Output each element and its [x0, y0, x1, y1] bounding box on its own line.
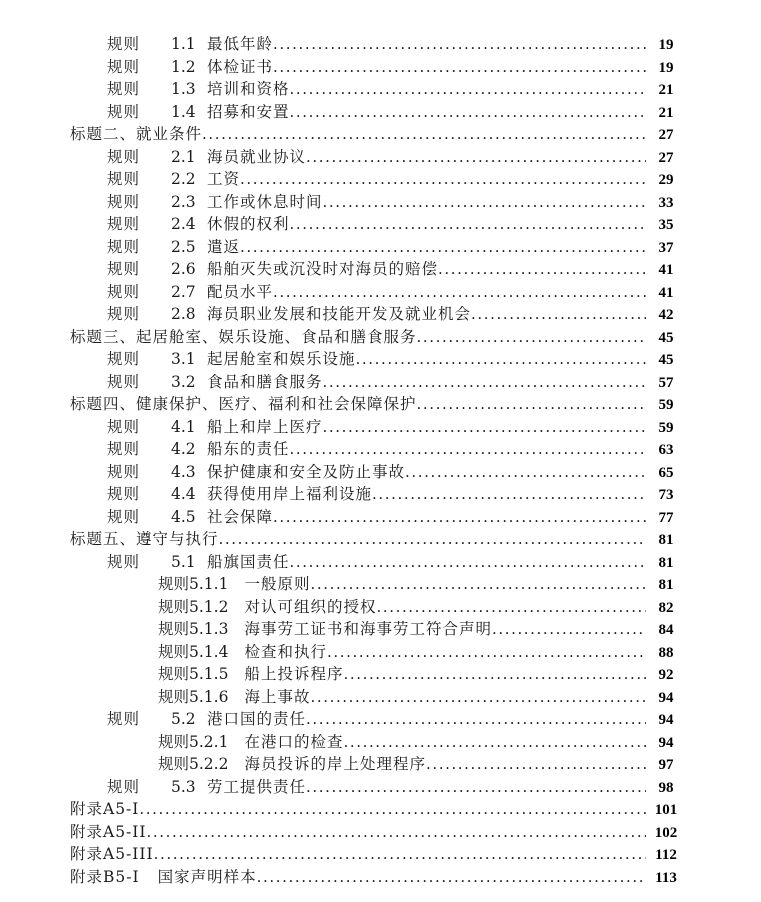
entry-page-number: 92: [658, 667, 674, 683]
toc-row: [70, 663, 686, 686]
toc-row: [70, 123, 686, 146]
entry-number: 5.2: [171, 710, 196, 728]
entry-title: 培训和资格: [207, 80, 290, 98]
toc-row: [70, 146, 686, 169]
entry-title: 海员投诉的岸上处理程序: [244, 755, 426, 773]
entry-page-number: 84: [658, 622, 674, 638]
dot-leader: [376, 596, 646, 619]
entry-page-number: 101: [654, 802, 678, 818]
toc-row: [70, 798, 686, 821]
entry-number: 1.1: [171, 35, 196, 53]
entry-page-number: 41: [658, 284, 674, 301]
toc-row: [70, 731, 686, 754]
dot-leader: [154, 843, 646, 866]
entry-label: 规则5.1.2: [158, 597, 229, 616]
dot-leader: [240, 168, 646, 191]
toc-row: [70, 78, 686, 101]
entry-page-number: 35: [658, 217, 674, 233]
entry-number: 1.2: [171, 57, 196, 76]
dot-leader: [290, 213, 646, 236]
dot-leader: [290, 78, 646, 101]
entry-label: 规则: [107, 462, 141, 481]
entry-number: 5.1: [171, 552, 196, 571]
entry-label: 规则: [107, 147, 141, 166]
entry-label: 规则: [107, 80, 141, 98]
toc-row: [70, 281, 686, 304]
entry-page-number: 45: [658, 352, 674, 368]
entry-number: 1.4: [171, 102, 196, 121]
entry-page-number: 41: [658, 262, 674, 278]
entry-title: 工作或休息时间: [207, 192, 323, 211]
entry-label: 附录A5-III: [70, 845, 154, 863]
entry-page-number: 19: [658, 37, 674, 53]
toc-row: [70, 461, 686, 484]
entry-label: 规则5.2.2: [158, 755, 229, 773]
entry-number: 2.8: [171, 305, 196, 323]
entry-page-number: 94: [658, 734, 674, 751]
dot-leader: [426, 753, 646, 776]
entry-title: 食品和膳食服务: [207, 372, 323, 391]
entry-label: 规则5.1.4: [158, 642, 229, 661]
entry-title: 起居舱室和娱乐设施: [207, 350, 356, 368]
toc-entry-list: [70, 33, 686, 888]
entry-page-number: 21: [658, 82, 674, 98]
dot-leader: [290, 101, 646, 124]
entry-page-number: 113: [655, 869, 677, 886]
entry-label: 规则: [107, 102, 141, 121]
dot-leader: [219, 528, 646, 551]
entry-number: 4.3: [171, 462, 196, 481]
entry-title: 配员水平: [207, 282, 274, 301]
entry-title: 体检证书: [207, 57, 274, 76]
entry-number: 2.1: [171, 147, 196, 166]
toc-row: [70, 506, 686, 529]
entry-title: 保护健康和安全及防止事故: [207, 462, 406, 481]
entry-number: 4.2: [171, 440, 196, 458]
dot-leader: [356, 348, 646, 371]
toc-row: [70, 596, 686, 619]
entry-label: 标题二、就业条件: [70, 125, 203, 143]
entry-number: 2.7: [171, 282, 196, 301]
toc-row: [70, 708, 686, 731]
entry-title: 海事劳工证书和海事劳工符合声明: [244, 620, 492, 638]
entry-label: 规则: [107, 372, 141, 391]
entry-label: 规则: [107, 552, 141, 571]
toc-row: [70, 326, 686, 349]
entry-page-number: 65: [658, 464, 674, 481]
dot-leader: [257, 866, 646, 889]
entry-label: 规则5.1.5: [158, 665, 229, 683]
toc-row: [70, 641, 686, 664]
entry-title: 船舶灭失或沉没时对海员的赔偿: [207, 260, 439, 278]
entry-label: 规则: [107, 170, 141, 188]
dot-leader: [273, 56, 646, 79]
entry-number: 3.1: [171, 350, 196, 368]
dot-leader: [327, 641, 646, 664]
dot-leader: [273, 506, 646, 529]
dot-leader: [343, 663, 646, 686]
entry-title: 港口国的责任: [207, 710, 307, 728]
entry-page-number: 63: [658, 442, 674, 458]
dot-leader: [405, 461, 646, 484]
entry-title: 一般原则: [244, 575, 311, 593]
dot-leader: [372, 483, 646, 506]
dot-leader: [323, 191, 646, 214]
toc-row: [70, 821, 686, 844]
entry-page-number: 57: [658, 374, 674, 391]
dot-leader: [290, 438, 646, 461]
toc-row: [70, 101, 686, 124]
entry-label: 标题三、起居舱室、娱乐设施、食品和膳食服务: [70, 327, 417, 346]
dot-leader: [417, 393, 646, 416]
entry-number: 4.4: [171, 485, 196, 503]
entry-page-number: 81: [658, 577, 674, 593]
entry-label: 规则: [107, 305, 141, 323]
entry-title: 获得使用岸上福利设施: [207, 485, 373, 503]
entry-title: 检查和执行: [244, 642, 327, 661]
dot-leader: [290, 551, 646, 574]
entry-label: 附录A5-I: [70, 800, 140, 818]
entry-page-number: 42: [658, 307, 674, 323]
entry-label: 规则: [107, 260, 141, 278]
entry-page-number: 73: [658, 487, 674, 503]
entry-number: 4.5: [171, 507, 196, 526]
entry-label: 附录B5-I: [70, 867, 140, 886]
dot-leader: [240, 236, 646, 259]
entry-title: 海员职业发展和技能开发及就业机会: [207, 305, 472, 323]
entry-label: 规则5.1.1: [158, 575, 229, 593]
toc-row: [70, 483, 686, 506]
entry-title: 船上投诉程序: [244, 665, 344, 683]
entry-number: 4.1: [171, 417, 196, 436]
entry-title: 遣返: [207, 237, 241, 256]
toc-row: [70, 528, 686, 551]
entry-title: 船旗国责任: [207, 552, 290, 571]
entry-number: 5.3: [171, 777, 196, 796]
entry-label: 规则: [107, 440, 141, 458]
entry-label: 规则: [107, 777, 141, 796]
toc-row: [70, 686, 686, 709]
entry-label: 规则: [107, 485, 141, 503]
entry-number: 3.2: [171, 372, 196, 391]
toc-row: [70, 393, 686, 416]
dot-leader: [492, 618, 646, 641]
dot-leader: [139, 798, 646, 821]
entry-title: 海员就业协议: [207, 147, 307, 166]
entry-title: 社会保障: [207, 507, 274, 526]
entry-page-number: 81: [658, 532, 674, 548]
dot-leader: [471, 303, 646, 326]
entry-label: 规则: [107, 507, 141, 526]
dot-leader: [147, 821, 646, 844]
entry-title: 对认可组织的授权: [244, 597, 377, 616]
entry-number: 1.3: [171, 80, 196, 98]
entry-page-number: 81: [658, 554, 674, 571]
entry-page-number: 21: [658, 104, 674, 121]
entry-label: 规则: [107, 710, 141, 728]
toc-row: [70, 168, 686, 191]
entry-page-number: 33: [658, 194, 674, 211]
toc-row: [70, 33, 686, 56]
entry-page-number: 94: [658, 712, 674, 728]
entry-page-number: 59: [658, 419, 674, 436]
toc-row: [70, 753, 686, 776]
toc-row: [70, 191, 686, 214]
dot-leader: [202, 123, 646, 146]
entry-label: 规则: [107, 350, 141, 368]
entry-label: 规则5.1.6: [158, 687, 229, 706]
entry-number: 2.3: [171, 192, 196, 211]
entry-title: 船上和岸上医疗: [207, 417, 323, 436]
toc-row: [70, 438, 686, 461]
entry-number: 2.2: [171, 170, 196, 188]
entry-page-number: 59: [658, 397, 674, 413]
toc-row: [70, 573, 686, 596]
toc-row: [70, 416, 686, 439]
dot-leader: [343, 731, 646, 754]
entry-label: 标题四、健康保护、医疗、福利和社会保障保护: [70, 395, 417, 413]
dot-leader: [273, 281, 646, 304]
entry-title: 在港口的检查: [244, 732, 344, 751]
toc-row: [70, 303, 686, 326]
entry-number: 2.4: [171, 215, 196, 233]
entry-title: 最低年龄: [207, 35, 274, 53]
entry-title: 劳工提供责任: [207, 777, 307, 796]
entry-page-number: 94: [658, 689, 674, 706]
entry-page-number: 37: [658, 239, 674, 256]
entry-page-number: 29: [658, 172, 674, 188]
entry-label: 规则5.2.1: [158, 732, 229, 751]
toc-row: [70, 843, 686, 866]
entry-number: 2.5: [171, 237, 196, 256]
entry-title: 海上事故: [244, 687, 311, 706]
toc-row: [70, 371, 686, 394]
entry-title: 船东的责任: [207, 440, 290, 458]
entry-page-number: 27: [658, 127, 674, 143]
toc-row: [70, 551, 686, 574]
entry-page-number: 102: [654, 824, 678, 841]
entry-page-number: 27: [658, 149, 674, 166]
toc-row: [70, 236, 686, 259]
entry-label: 规则: [107, 417, 141, 436]
dot-leader: [438, 258, 646, 281]
entry-label: 规则: [107, 237, 141, 256]
entry-page-number: 82: [658, 599, 674, 616]
dot-leader: [306, 146, 646, 169]
toc-row: [70, 348, 686, 371]
entry-page-number: 88: [658, 644, 674, 661]
entry-label: 规则: [107, 282, 141, 301]
entry-label: 规则: [107, 35, 141, 53]
entry-page-number: 19: [658, 59, 674, 76]
dot-leader: [310, 686, 646, 709]
entry-label: 附录A5-II: [70, 822, 147, 841]
toc-row: [70, 618, 686, 641]
toc-row: [70, 776, 686, 799]
entry-label: 规则: [107, 57, 141, 76]
entry-label: 规则: [107, 215, 141, 233]
dot-leader: [273, 33, 646, 56]
dot-leader: [323, 371, 646, 394]
entry-page-number: 45: [658, 329, 674, 346]
entry-page-number: 97: [658, 757, 674, 773]
dot-leader: [323, 416, 646, 439]
entry-title: 休假的权利: [207, 215, 290, 233]
entry-title: 国家声明样本: [157, 867, 257, 886]
dot-leader: [306, 708, 646, 731]
entry-number: 2.6: [171, 260, 196, 278]
toc-row: [70, 258, 686, 281]
toc-row: [70, 56, 686, 79]
entry-label: 规则: [107, 192, 141, 211]
entry-page-number: 77: [658, 509, 674, 526]
entry-label: 标题五、遵守与执行: [70, 530, 219, 548]
dot-leader: [310, 573, 646, 596]
entry-title: 工资: [207, 170, 241, 188]
dot-leader: [306, 776, 646, 799]
entry-page-number: 98: [658, 779, 674, 796]
entry-page-number: 112: [655, 847, 677, 863]
toc-row: [70, 213, 686, 236]
entry-label: 规则5.1.3: [158, 620, 229, 638]
toc-row: [70, 866, 686, 889]
entry-title: 招募和安置: [207, 102, 290, 121]
dot-leader: [417, 326, 646, 349]
